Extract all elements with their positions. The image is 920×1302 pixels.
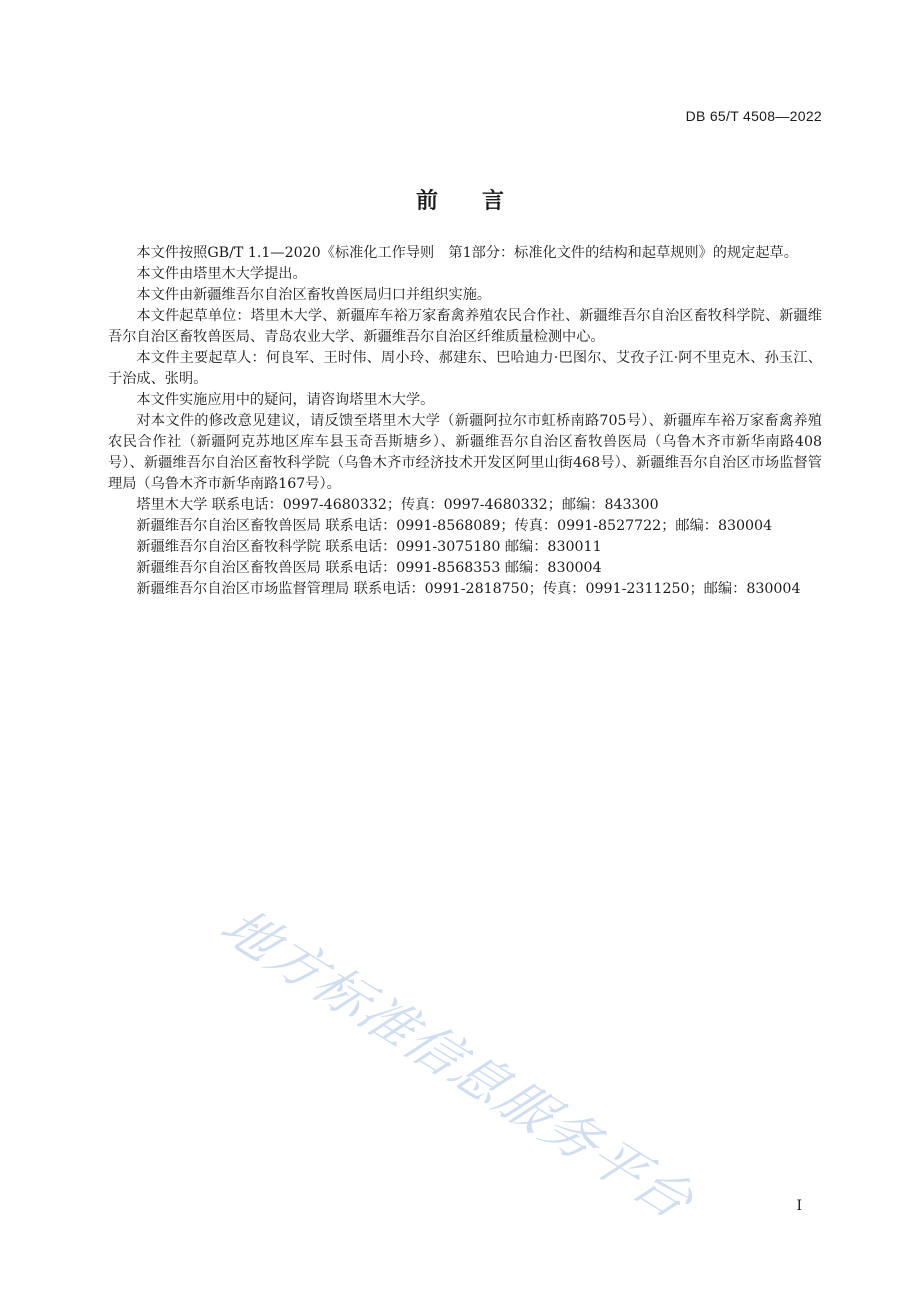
document-code: DB 65/T 4508—2022 (685, 108, 822, 124)
foreword-content (108, 243, 822, 600)
watermark-text: 地方标准信息服务平台 (206, 899, 708, 1230)
watermark (206, 886, 727, 1246)
paragraph-proposer: 本文件由塔里木大学提出。 (136, 266, 307, 282)
paragraph-feedback: 对本文件的修改意见建议，请反馈至塔里木大学（新疆阿拉尔市虹桥南路705号）、新疆库车裕万家畜禽养殖农民合作社（新疆阿克苏地区库车县玉奇吾斯塘乡）、新疆维吾尔自治区畜牧兽医局（乌鲁木齐市新华南路408号）、新疆维吾尔自治区畜牧科学院（乌鲁木齐市经济技术开发区阿里山街468号）、新疆维吾尔自治区市场监督管理局（乌鲁木齐市新华南路167号）。 (108, 413, 822, 492)
paragraph-inquiry: 本文件实施应用中的疑问，请咨询塔里木大学。 (136, 392, 435, 408)
contact-line: 新疆维吾尔自治区市场监督管理局 联系电话：0991-2818750；传真：0991-2311250；邮编：830004 (136, 581, 801, 597)
page-number: I (796, 1198, 802, 1214)
page-title: 前言 (415, 189, 548, 214)
contact-line: 塔里木大学 联系电话：0997-4680332；传真：0997-4680332；邮编：843300 (136, 497, 659, 513)
paragraph-drafting-rules: 本文件按照GB/T 1.1—2020《标准化工作导则 第1部分：标准化文件的结构和起草规则》的规定起草。 (136, 245, 798, 261)
contact-line: 新疆维吾尔自治区畜牧兽医局 联系电话：0991-8568089；传真：0991-8527722；邮编：830004 (136, 518, 773, 534)
paragraph-drafting-units: 本文件起草单位：塔里木大学、新疆库车裕万家畜禽养殖农民合作社、新疆维吾尔自治区畜牧科学院、新疆维吾尔自治区畜牧兽医局、青岛农业大学、新疆维吾尔自治区纤维质量检测中心。 (108, 308, 822, 345)
paragraph-administrator: 本文件由新疆维吾尔自治区畜牧兽医局归口并组织实施。 (136, 287, 492, 303)
contact-line: 新疆维吾尔自治区畜牧科学院 联系电话：0991-3075180 邮编：830011 (136, 539, 602, 555)
contact-line: 新疆维吾尔自治区畜牧兽医局 联系电话：0991-8568353 邮编：830004 (136, 560, 602, 576)
paragraph-drafters: 本文件主要起草人：何良军、王时伟、周小玲、郝建东、巴哈迪力·巴图尔、艾孜子江·阿不里克木、孙玉江、于治成、张明。 (108, 350, 822, 387)
